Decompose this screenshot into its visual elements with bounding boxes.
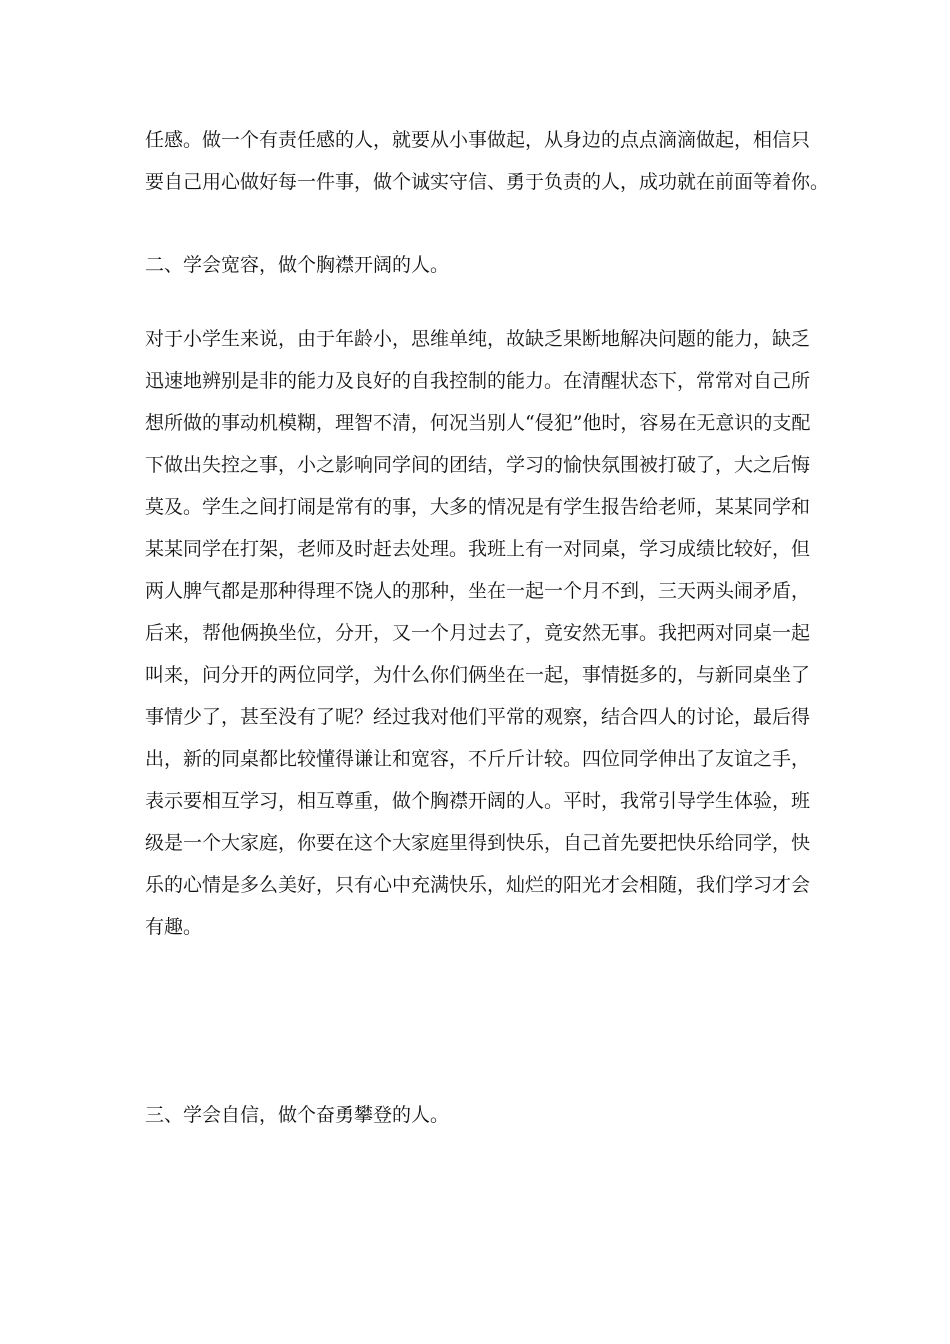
paragraph-line: 某某同学在打架，老师及时赶去处理。我班上有一对同桌，学习成绩比较好，但 xyxy=(145,538,811,560)
continuation-paragraph xyxy=(145,119,830,203)
heading-line: 三、学会自信，做个奋勇攀登的人。 xyxy=(145,1104,450,1126)
section-three-heading xyxy=(145,1094,815,1136)
paragraph-line: 下做出失控之事，小之影响同学间的团结，学习的愉快氛围被打破了，大之后悔 xyxy=(145,454,811,476)
section-two-heading xyxy=(145,244,815,286)
paragraph-line: 叫来，问分开的两位同学，为什么你们俩坐在一起，事情挺多的，与新同桌坐了 xyxy=(145,664,811,686)
paragraph-line: 事情少了，甚至没有了呢？经过我对他们平常的观察，结合四人的讨论，最后得 xyxy=(145,706,811,728)
paragraph-line: 任感。做一个有责任感的人，就要从小事做起，从身边的点点滴滴做起，相信只 xyxy=(145,129,811,151)
paragraph-line: 想所做的事动机模糊，理智不清，何况当别人“侵犯”他时，容易在无意识的支配 xyxy=(145,412,811,434)
heading-line: 二、学会宽容，做个胸襟开阔的人。 xyxy=(145,254,450,276)
paragraph-line: 出，新的同桌都比较懂得谦让和宽容，不斤斤计较。四位同学伸出了友谊之手， xyxy=(145,748,811,770)
paragraph-line: 莫及。学生之间打闹是常有的事，大多的情况是有学生报告给老师，某某同学和 xyxy=(145,496,811,518)
paragraph-line: 对于小学生来说，由于年龄小，思维单纯，故缺乏果断地解决问题的能力，缺乏 xyxy=(145,328,811,350)
paragraph-line: 后来，帮他俩换坐位，分开，又一个月过去了，竟安然无事。我把两对同桌一起 xyxy=(145,622,811,644)
paragraph-line: 迅速地辨别是非的能力及良好的自我控制的能力。在清醒状态下，常常对自己所 xyxy=(145,370,811,392)
paragraph-line: 级是一个大家庭，你要在这个大家庭里得到快乐，自己首先要把快乐给同学，快 xyxy=(145,832,811,854)
paragraph-line: 有趣。 xyxy=(145,916,203,938)
paragraph-line: 乐的心情是多么美好，只有心中充满快乐，灿烂的阳光才会相随，我们学习才会 xyxy=(145,874,811,896)
paragraph-line: 两人脾气都是那种得理不饶人的那种，坐在一起一个月不到，三天两头闹矛盾， xyxy=(145,580,811,602)
section-two-paragraph xyxy=(145,318,815,948)
paragraph-line: 表示要相互学习，相互尊重，做个胸襟开阔的人。平时，我常引导学生体验，班 xyxy=(145,790,811,812)
paragraph-line: 要自己用心做好每一件事，做个诚实守信、勇于负责的人，成功就在前面等着你。 xyxy=(145,171,830,193)
